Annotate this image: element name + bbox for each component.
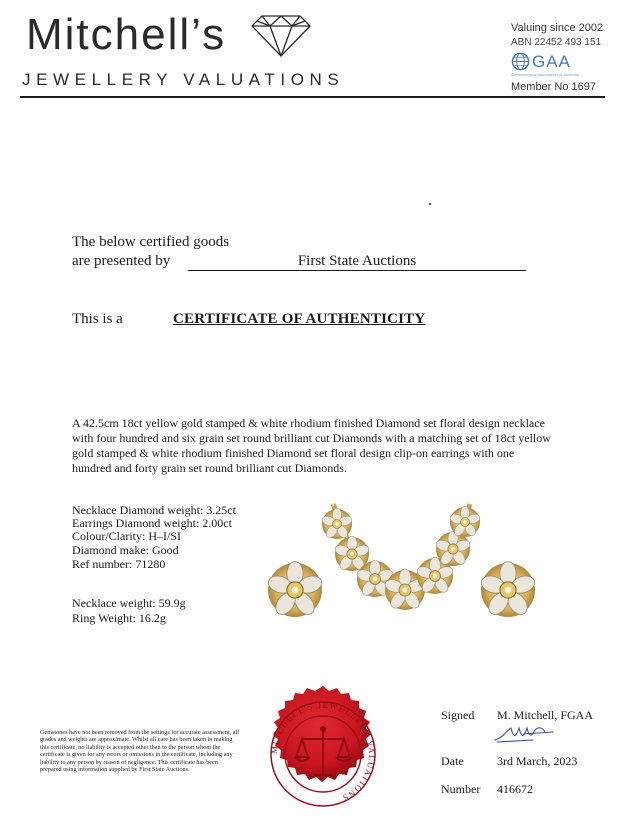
member-label: Member No — [511, 81, 569, 93]
intro-line-2: are presented by — [72, 253, 171, 269]
signed-label: Signed — [441, 708, 475, 722]
necklace-diamond-weight: Necklace Diamond weight: 3.25ct — [72, 503, 236, 517]
signature-image — [493, 722, 565, 751]
ring-weight: Ring Weight: 16.2g — [72, 611, 166, 625]
earrings-diamond-weight: Earrings Diamond weight: 2.00ct — [72, 516, 232, 530]
signed-value: M. Mitchell, FGAA — [497, 708, 593, 722]
disclaimer-text: Gemstones have not been removed from the settings for accurate assessment, all grades and weights are approximate. Whilst all care has been taken in making this certificate, no liability is accepted other than to the person whom the certificate is given for any errors or omissions in the certificate, including any liability to any person by reason of negligence. This certificate has been prepared using information supplied by First State Auctions. — [40, 729, 239, 774]
date-value: 3rd March, 2023 — [497, 754, 578, 768]
diamond-make: Diamond make: Good — [72, 543, 179, 557]
item-description: A 42.5cm 18ct yellow gold stamped & white rhodium finished Diamond set floral design necklace with four hundred and six grain set round brilliant cut Diamonds with a matching set of 18ct yellow gold stamped & white rhodium finished Diamond set floral design clip-on earrings with one hundred and forty grain set round brilliant cut Diamonds. — [72, 416, 551, 475]
certificate-prefix: This is a — [72, 311, 123, 327]
presenter-name: First State Auctions — [188, 253, 526, 271]
intro-line-1: The below certified goods — [72, 234, 230, 250]
gaa-full-name: Gemmological Association of Australia — [511, 72, 579, 77]
abn-number: ABN 22452 493 151 — [511, 37, 602, 48]
stray-mark — [429, 203, 431, 205]
seal-ring-text: MITCHELL'S JEWELLERY VALUATIONS — [268, 699, 378, 804]
diamond-logo-icon — [248, 14, 314, 63]
ref-number: Ref number: 71280 — [72, 557, 166, 571]
gaa-logo-text: GAA — [532, 52, 571, 71]
wax-seal — [252, 683, 394, 830]
date-label: Date — [441, 754, 464, 768]
member-number — [511, 81, 596, 93]
member-number-value: 1697 — [571, 81, 597, 93]
brand-name: Mitchell’s — [26, 10, 227, 59]
necklace-weight: Necklace weight: 59.9g — [72, 596, 186, 610]
header-divider — [20, 96, 605, 98]
colour-clarity: Colour/Clarity: H–I/SI — [72, 529, 181, 543]
valuing-since: Valuing since 2002 — [511, 22, 604, 34]
number-label: Number — [441, 782, 481, 796]
certificate-title: CERTIFICATE OF AUTHENTICITY — [173, 311, 426, 327]
number-value: 416672 — [497, 782, 533, 796]
jewellery-photo — [255, 494, 555, 629]
brand-subtitle: JEWELLERY VALUATIONS — [22, 70, 345, 89]
